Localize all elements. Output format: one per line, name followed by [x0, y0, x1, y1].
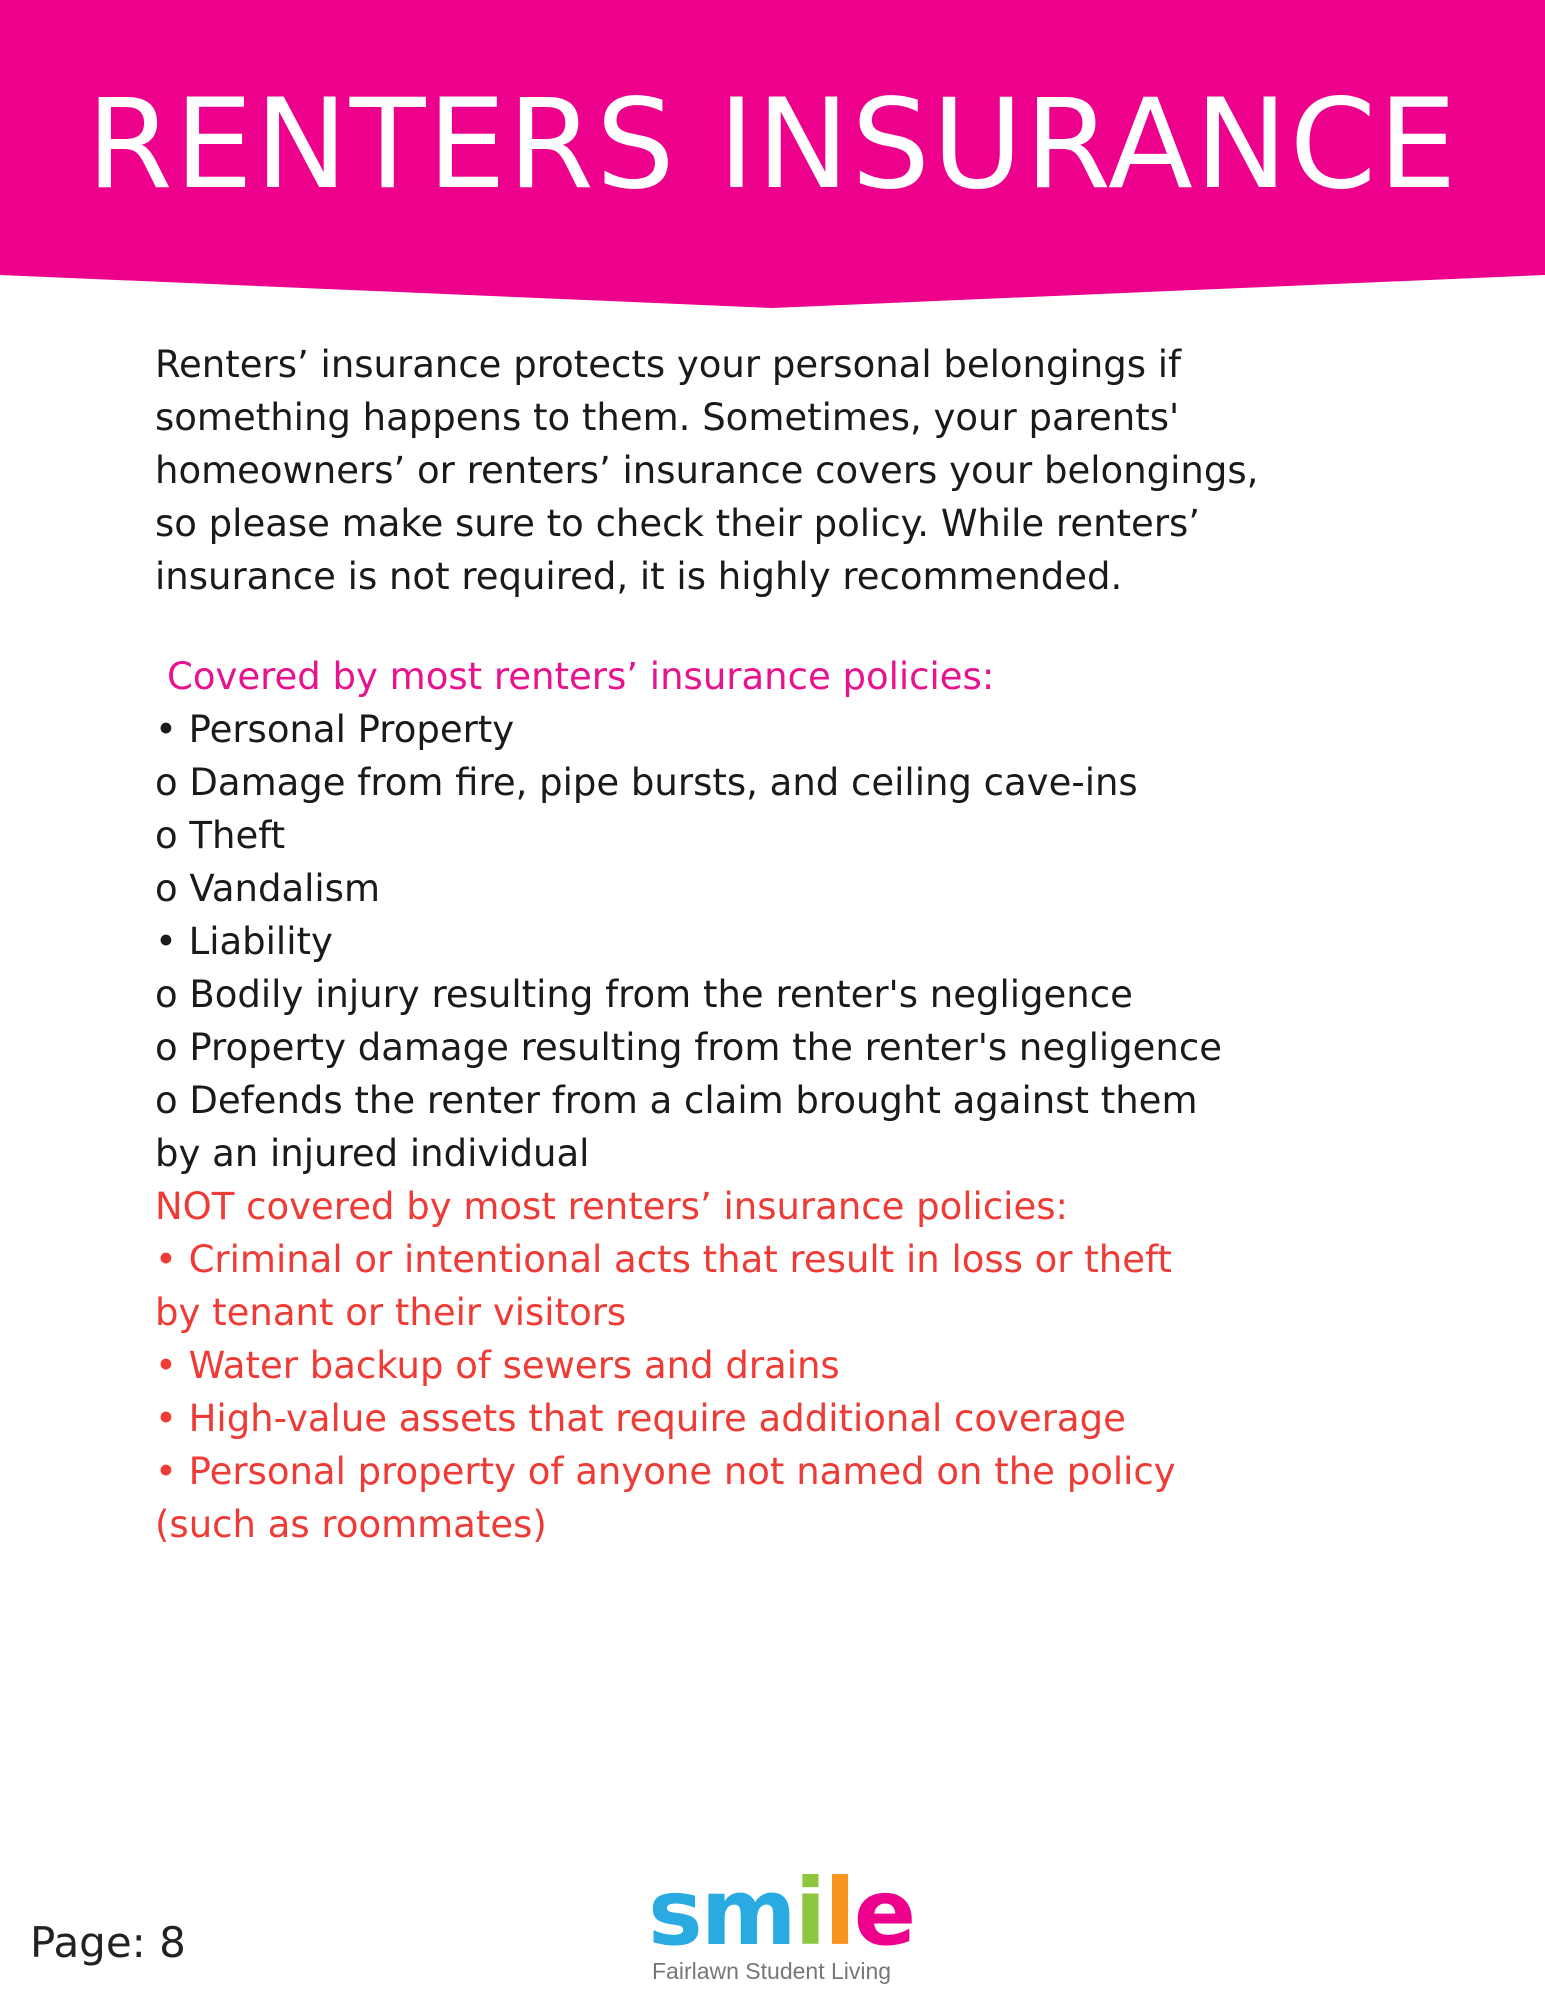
smile-logo: [648, 1859, 915, 1984]
list-item: by tenant or their visitors: [155, 1291, 627, 1334]
list-item: • Personal Property: [155, 708, 515, 751]
intro-line: so please make sure to check their policy. While renters’: [155, 502, 1201, 545]
logo-subtitle: Fairlawn Student Living: [652, 1958, 892, 1984]
list-item: o Theft: [155, 814, 286, 857]
list-item: • Personal property of anyone not named on the policy: [155, 1450, 1176, 1493]
list-item: (such as roommates): [155, 1503, 547, 1546]
logo-letter: l: [824, 1859, 854, 1966]
intro-line: something happens to them. Sometimes, your parents': [155, 396, 1180, 439]
intro-line: homeowners’ or renters’ insurance covers your belongings,: [155, 449, 1259, 492]
list-item: o Damage from fire, pipe bursts, and ceiling cave-ins: [155, 761, 1138, 804]
logo-letter: i: [794, 1859, 825, 1966]
logo-wordmark: [648, 1859, 915, 1966]
logo-letter: s: [648, 1859, 701, 1966]
not-covered-list: [155, 1233, 1405, 1551]
list-item: o Vandalism: [155, 867, 380, 910]
logo-letter: e: [853, 1859, 915, 1966]
list-item: by an injured individual: [155, 1132, 590, 1175]
list-item: o Property damage resulting from the renter's negligence: [155, 1026, 1222, 1069]
page-number: Page: 8: [30, 1918, 186, 1967]
list-item: • Water backup of sewers and drains: [155, 1344, 840, 1387]
main-content: [155, 338, 1405, 1551]
header-banner: [0, 0, 1545, 310]
covered-list: [155, 703, 1405, 1180]
list-item: o Bodily injury resulting from the renter's negligence: [155, 973, 1133, 1016]
list-item: o Defends the renter from a claim brought against them: [155, 1079, 1198, 1122]
page-title: RENTERS INSURANCE: [86, 73, 1459, 217]
not-covered-heading: NOT covered by most renters’ insurance policies:: [155, 1185, 1068, 1228]
covered-heading: Covered by most renters’ insurance policies:: [167, 655, 995, 698]
intro-paragraph: [155, 338, 1405, 603]
list-item: • Criminal or intentional acts that result in loss or theft: [155, 1238, 1172, 1281]
list-item: • High-value assets that require additional coverage: [155, 1397, 1126, 1440]
list-item: • Liability: [155, 920, 333, 963]
intro-line: Renters’ insurance protects your personal belongings if: [155, 343, 1182, 386]
intro-line: insurance is not required, it is highly recommended.: [155, 555, 1123, 598]
logo-letter: m: [700, 1859, 795, 1966]
